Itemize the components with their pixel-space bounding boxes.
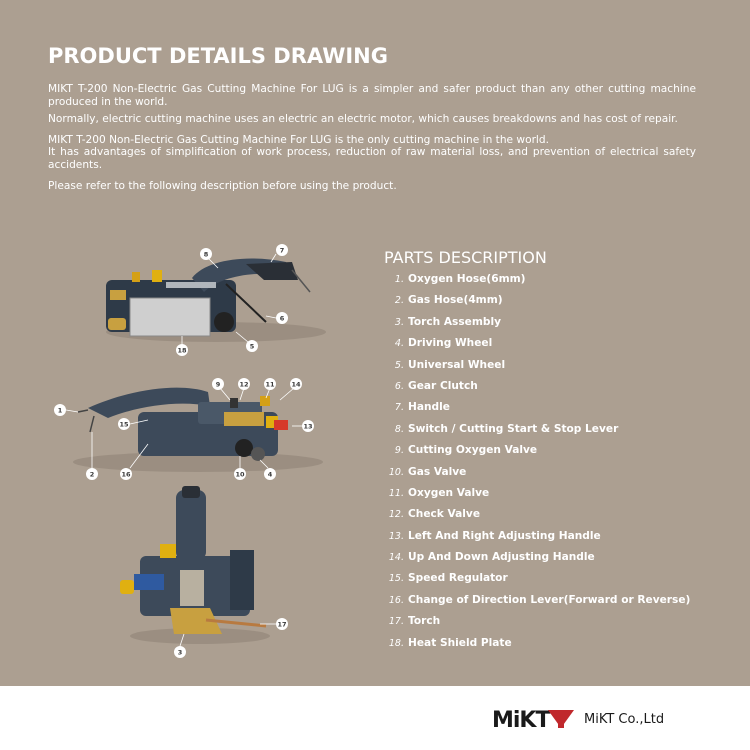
svg-text:4: 4: [267, 470, 273, 479]
machine-top-illustration: [96, 240, 336, 365]
company-name: MiKT Co.,Ltd: [584, 712, 665, 727]
intro-paragraph-3b: It has advantages of simplification of work process, reduction of raw material loss, and prevention of electrical safety accidents.: [48, 146, 696, 171]
svg-text:13: 13: [303, 422, 313, 431]
part-item: 8. Switch / Cutting Start & Stop Lever: [394, 422, 619, 435]
intro-text: [48, 83, 696, 197]
part-item: 9. Cutting Oxygen Valve: [394, 444, 538, 457]
svg-text:5: 5: [249, 342, 255, 351]
svg-text:2: 2: [89, 470, 95, 479]
part-item: 15. Speed Regulator: [388, 572, 508, 585]
intro-paragraph-2: Normally, electric cutting machine uses an electric an electric motor, which causes breakdowns and has cost of repair.: [48, 113, 678, 126]
part-item: 16. Change of Direction Lever(Forward or Reverse): [388, 593, 691, 606]
svg-text:12: 12: [239, 380, 249, 389]
svg-text:8: 8: [203, 250, 209, 259]
callout-11: [264, 378, 276, 398]
machine-side-illustration: [48, 372, 328, 487]
svg-text:MiKT: MiKT: [492, 708, 550, 732]
svg-text:14: 14: [291, 380, 301, 389]
part-item: 2. Gas Hose(4mm): [394, 294, 503, 307]
svg-text:3: 3: [177, 648, 183, 657]
part-item: 1. Oxygen Hose(6mm): [394, 273, 526, 285]
part-item: 5. Universal Wheel: [394, 358, 506, 371]
part-item: 14. Up And Down Adjusting Handle: [388, 551, 595, 564]
machine-drawing-front: [110, 486, 300, 661]
callout-8: [200, 248, 218, 268]
part-item: 12. Check Valve: [388, 508, 481, 521]
part-item: 13. Left And Right Adjusting Handle: [388, 529, 601, 542]
machine-front-illustration: [110, 486, 300, 661]
part-item: 7. Handle: [394, 401, 450, 414]
svg-text:9: 9: [215, 380, 221, 389]
svg-text:1: 1: [57, 406, 63, 415]
svg-text:17: 17: [277, 620, 287, 629]
parts-list: [384, 272, 690, 657]
part-item: 17. Torch: [388, 615, 441, 628]
page-title: PRODUCT DETAILS DRAWING: [48, 44, 388, 68]
svg-text:15: 15: [119, 420, 129, 429]
callout-14: [280, 378, 302, 400]
callout-1: [54, 404, 78, 416]
part-item: 11. Oxygen Valve: [388, 486, 490, 499]
callout-17: [260, 618, 288, 630]
intro-paragraph-1: MIKT T-200 Non-Electric Gas Cutting Machine For LUG is a simpler and safer product than any other cutting machine produced in the world.: [48, 83, 696, 108]
callout-12: [238, 378, 250, 400]
callout-7: [271, 244, 288, 262]
callout-9: [212, 378, 230, 400]
callout-6: [266, 312, 288, 324]
part-item: 3. Torch Assembly: [394, 315, 501, 328]
intro-paragraph-4: Please refer to the following description before using the product.: [48, 179, 397, 192]
part-item: 10. Gas Valve: [388, 465, 467, 478]
svg-text:11: 11: [265, 380, 275, 389]
svg-text:10: 10: [235, 470, 245, 479]
svg-text:16: 16: [121, 470, 131, 479]
intro-paragraph-3a: MIKT T-200 Non-Electric Gas Cutting Machine For LUG is the only cutting machine in the world.: [48, 133, 549, 146]
parts-description-heading: PARTS DESCRIPTION: [384, 248, 547, 267]
part-item: 6. Gear Clutch: [394, 379, 478, 392]
svg-text:6: 6: [279, 314, 285, 323]
part-item: 4. Driving Wheel: [394, 337, 493, 350]
callout-13: [292, 420, 314, 432]
machine-drawing-side: [48, 372, 328, 487]
svg-text:7: 7: [279, 246, 285, 255]
machine-drawing-top: [96, 240, 336, 365]
svg-text:18: 18: [177, 346, 187, 355]
mikt-logo-icon: [492, 706, 576, 732]
mikt-logo: [492, 706, 576, 736]
part-item: 18. Heat Shield Plate: [388, 636, 512, 649]
callout-2: [86, 432, 98, 480]
